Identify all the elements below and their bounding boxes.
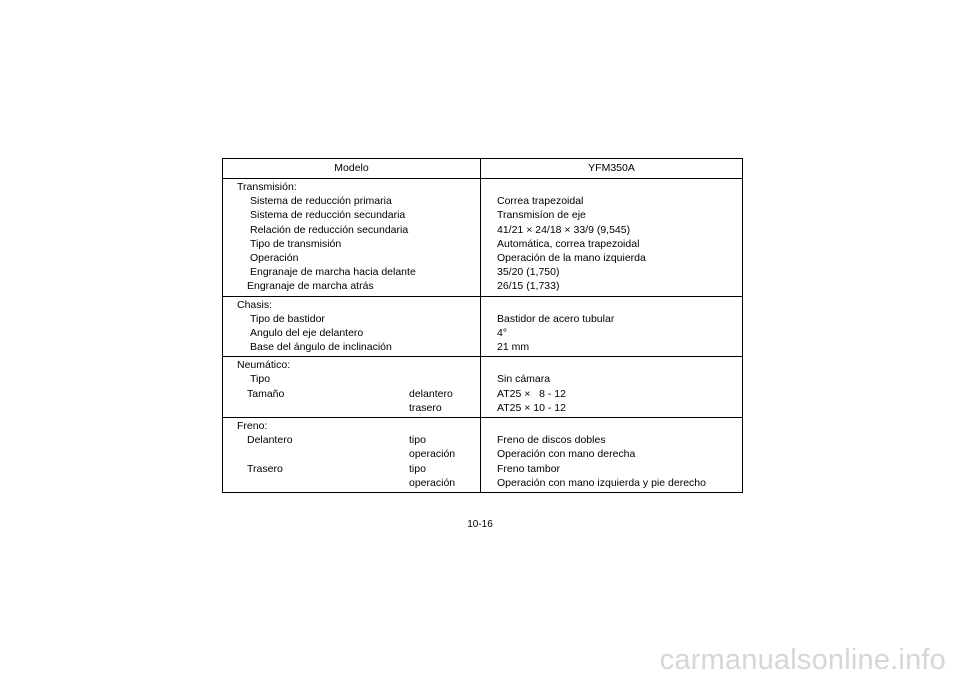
- section-labels: [223, 179, 481, 297]
- row-value: 41/21 × 24/18 × 33/9 (9,545): [497, 223, 631, 236]
- row-value: 35/20 (1,750): [497, 266, 560, 279]
- row-value: Freno de discos dobles: [497, 434, 606, 447]
- row-label: Engranaje de marcha atrás: [247, 280, 374, 293]
- row-value: Bastidor de acero tubular: [497, 312, 615, 325]
- row-label: Delantero: [247, 434, 293, 447]
- row-label: Engranaje de marcha hacia delante: [250, 266, 416, 279]
- row-line: [223, 433, 480, 447]
- row-sub: tipo: [409, 462, 426, 475]
- section-transmision: [223, 179, 743, 297]
- row-line: [223, 387, 480, 401]
- row-sub: delantero: [409, 387, 453, 400]
- row-label: Angulo del eje delantero: [250, 326, 364, 339]
- row-label: Base del ángulo de inclinación: [250, 341, 392, 354]
- row-label: Trasero: [247, 462, 283, 475]
- row-value: 21 mm: [497, 341, 530, 354]
- row-value: Transmisíon de eje: [497, 209, 586, 222]
- section-title: Freno:: [237, 420, 268, 432]
- row-value: 4°: [497, 326, 508, 339]
- section-values: [481, 357, 743, 418]
- row-value: 26/15 (1,733): [497, 280, 560, 293]
- row-value: Sin cámara: [497, 373, 551, 386]
- section-title: Transmisión:: [237, 181, 297, 193]
- section-labels: [223, 296, 481, 357]
- row-line: [223, 447, 480, 461]
- page-number: 10-16: [467, 519, 493, 530]
- row-label: Tamaño: [247, 387, 285, 400]
- row-label: Tipo: [250, 373, 271, 386]
- row-value: Freno tambor: [497, 462, 561, 475]
- section-title: Chasis:: [237, 298, 273, 311]
- section-values: [481, 179, 743, 297]
- row-sub: operación: [409, 448, 456, 461]
- section-freno: [223, 418, 743, 493]
- section-neumatico: [223, 357, 743, 418]
- section-title: Neumático:: [237, 359, 291, 372]
- model-label: Modelo: [223, 159, 481, 179]
- section-values: [481, 296, 743, 357]
- row-label: Relación de reducción secundaria: [250, 223, 409, 236]
- section-labels: [223, 418, 481, 493]
- section-labels: [223, 357, 481, 418]
- row-label: Tipo de bastidor: [250, 312, 325, 325]
- header-row: [223, 159, 743, 179]
- row-value: Operación con mano derecha: [497, 448, 636, 461]
- row-value: Operación de la mano izquierda: [497, 251, 646, 264]
- row-value: Operación con mano izquierda y pie derecho: [497, 476, 706, 489]
- row-sub: operación: [409, 476, 456, 489]
- row-sub: tipo: [409, 434, 426, 447]
- row-line: [223, 462, 480, 476]
- row-value: Correa trapezoidal: [497, 195, 584, 208]
- row-sub: trasero: [409, 401, 442, 414]
- row-label: Sistema de reducción primaria: [250, 195, 392, 208]
- section-values: [481, 418, 743, 493]
- row-value: Automática, correa trapezoidal: [497, 237, 640, 250]
- spec-table: [222, 158, 743, 493]
- row-label: Tipo de transmisión: [250, 237, 342, 250]
- section-chasis: [223, 296, 743, 357]
- row-label: Operación: [250, 251, 299, 264]
- row-value: AT25 × 10 - 12: [497, 401, 566, 414]
- model-value: YFM350A: [481, 159, 743, 179]
- row-value: AT25 × 8 - 12: [497, 387, 566, 400]
- watermark: carmanualsonline.info: [659, 644, 946, 676]
- row-line: [223, 401, 480, 415]
- row-label: Sistema de reducción secundaria: [250, 209, 406, 222]
- row-line: [223, 476, 480, 490]
